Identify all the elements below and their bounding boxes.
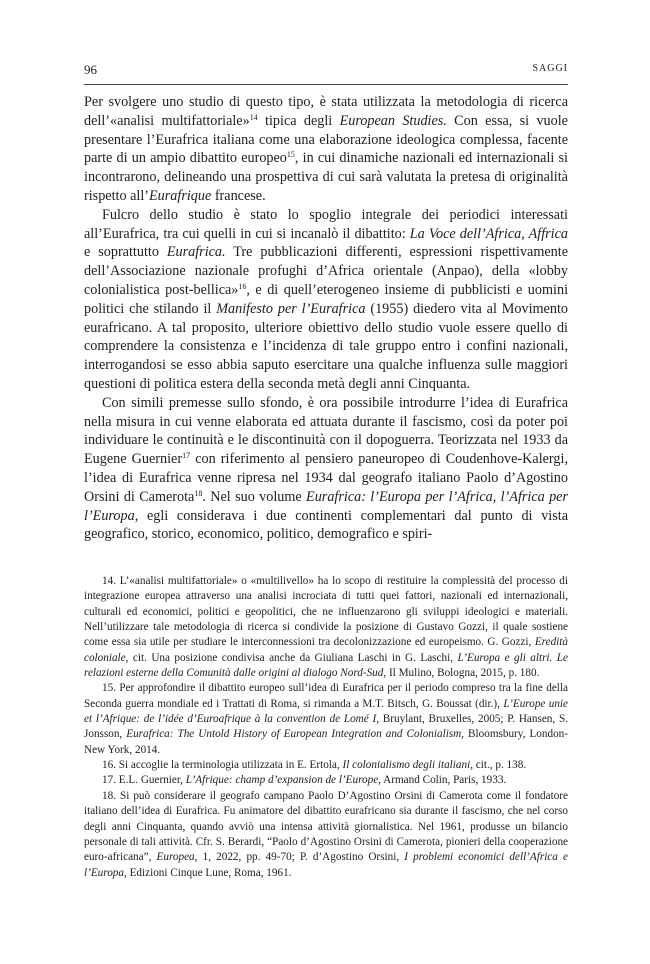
text-run: 18. Si può considerare il geografo campano Paolo D’Agostino Orsini di Camerota come il fondatore italiano dell’idea di Eurafrica. Fu animatore del dibattito eurafricano sia durante il fascismo, che nel corso degli anni Cinquanta, quando avviò una intensa attività giornalistica. Nel 1961, produsse un bilancio personale di tali attività. Cfr. S. Berardi, “Paolo d’Agostino Orsini di Camerota, pionieri della cooperazione euro-africana”, — [84, 789, 568, 864]
body-paragraph — [84, 206, 568, 394]
text-run: , 1, 2022, pp. 49-70; P. d’Agostino Orsini, — [194, 851, 405, 864]
italic-text: Europea — [156, 851, 195, 864]
text-run: Tre pubblicazioni differenti, espressioni rispettivamente dell’Associazione nazionale profughi d’Africa orientale (Anpao), della «lobby colonialistica post-bellica» — [84, 244, 568, 298]
footnote-ref: 14 — [249, 112, 258, 122]
footnote-16 — [84, 758, 568, 773]
text-run: 14. L’«analisi multifattoriale» o «multilivello» ha lo scopo di restituire la complessità del processo di integrazione europea attraverso una analisi incrociata di tutti quei fattori, nazionali ed internazionali, culturali ed economici, politici e geopolitici, che ne influenzarono gli sviluppi ideologici e materiali. Nell’utilizzare tale metodologia di ricerca si condivide la posizione di Gustavo Gozzi, il quale sostiene come essa sia utile per studiare le interconnessioni tra decolonizzazione ed europeismo. G. Gozzi, — [84, 575, 568, 649]
footnotes — [84, 574, 568, 881]
italic-text: La Voce dell’Africa, Affrica — [409, 225, 569, 242]
text-run: , Il Mulino, Bologna, 2015, p. 180. — [383, 667, 540, 680]
italic-text: I problemi economici dell’Africa e l’Europa — [84, 851, 568, 879]
italic-text: Eredità coloniale — [84, 636, 568, 664]
footnote-18 — [84, 789, 568, 881]
page-number: 96 — [84, 62, 97, 77]
italic-text: European Studies. — [339, 112, 447, 129]
text-run: , Armand Colin, Paris, 1933. — [378, 774, 507, 787]
italic-text: Eurafrica: The Untold History of European Integration and Colonialism — [126, 728, 462, 741]
text-run: , e di quell’eterogeneo insieme di pubblicisti e uomini politici che stilando il — [84, 281, 569, 317]
italic-text: L’Europe unie et l’Afrique: de l’idée d’Euroafrique à la convention de Lomé I — [84, 697, 569, 726]
italic-text: L’Afrique: champ d’expansion de l’Europe — [185, 774, 379, 787]
text-run: (1955) diedero vita al Movimento eurafricano. A tal proposito, ulteriore obiettivo dello studio vuole essere quello di comprendere la consistenza e l’incidenza di tale gruppo entro i confini nazionali, interrogandosi se esso abbia saputo esercitare una qualche influenza sulle maggiori questioni di politica estera della seconda metà degli anni Cinquanta. — [84, 300, 568, 392]
footnote-ref: 15 — [286, 150, 295, 160]
body-paragraph — [84, 93, 568, 206]
footnote-14 — [84, 574, 568, 681]
text-run: , cit., p. 138. — [470, 759, 527, 772]
text-run: , egli considerava i due continenti complementari dal punto di vista geografico, storico, economico, politico, demografico e spiri- — [84, 507, 568, 543]
text-run: e soprattutto — [84, 244, 167, 261]
text-run: 16. Si accoglie la terminologia utilizzata in E. Ertola, — [102, 759, 343, 772]
footnote-ref: 17 — [182, 451, 191, 461]
italic-text: Eurafrica: l’Europa per l’Africa, l’Africa per l’Europa — [84, 488, 569, 524]
text-run: 17. E.L. Guernier, — [102, 774, 186, 787]
italic-text: L’Europa e gli altri. Le relazioni esterne della Comunità dalle origini al dialogo Nord-Sud — [84, 651, 568, 680]
italic-text: Eurafrica. — [166, 244, 226, 261]
running-head: SAGGI — [532, 63, 568, 74]
header-rule — [84, 84, 568, 85]
text-run: con riferimento al pensiero paneuropeo di Coudenhove-Kalergi, l’idea di Eurafrica venne ripresa nel 1934 dal geografo italiano Paolo d’Agostino Orsini di Camerota — [84, 451, 568, 505]
body-paragraph — [84, 394, 568, 544]
text-run: Con simili premesse sullo sfondo, è ora possibile introdurre l’idea di Eurafrica nella misura in cui venne elaborata ed attuata durante il fascismo, così da poter poi individuare le continuità e le discontinuità con il dopoguerra. Teorizzata nel 1933 da Eugene Guernier — [84, 394, 568, 468]
main-text — [84, 93, 568, 544]
italic-text: Eurafrique — [149, 187, 212, 204]
text-run: , Edizioni Cinque Lune, Roma, 1961. — [123, 866, 292, 879]
text-run: , Bruylant, Bruxelles, 2005; P. Hansen, S. Jonsson, — [84, 713, 568, 741]
page-header — [84, 62, 568, 80]
footnote-17 — [84, 773, 568, 788]
text-run: 15. Per approfondire il dibattito europeo sull’idea di Eurafrica per il periodo compreso tra la fine della Seconda guerra mondiale ed i Trattati di Roma, si rimanda a M.T. Bitsch, G. Boussat (dir.), — [84, 682, 568, 710]
text-run: , cit. Una posizione condivisa anche da Giuliana Laschi in G. Laschi, — [125, 651, 458, 664]
footnote-ref: 18 — [194, 488, 203, 498]
text-run: tipica degli — [257, 112, 340, 129]
footnote-15 — [84, 681, 568, 758]
text-run: , in cui dinamiche nazionali ed internazionali si incontrarono, delineando una prospettiva di cui sarà valutata la pretesa di originalità rispetto all’ — [84, 150, 568, 204]
text-run: . Nel suo volume — [202, 488, 307, 505]
italic-text: Manifesto per l’Eurafrica — [216, 300, 366, 317]
text-run: francese. — [211, 187, 266, 204]
text-run: Per svolgere uno studio di questo tipo, è stata utilizzata la metodologia di ricerca dell’«analisi multifattoriale» — [84, 94, 568, 129]
text-run: Con essa, si vuole presentare l’Eurafrica italiana come una elaborazione ideologica complessa, facente parte di un ampio dibattito europeo — [84, 112, 568, 167]
italic-text: Il colonialismo degli italiani — [342, 759, 471, 772]
text-run: Fulcro dello studio è stato lo spoglio integrale dei periodici interessati all’Eurafrica, tra cui quelli in cui si incanalò il dibattito: — [84, 206, 568, 242]
text-run: , Bloomsbury, London-New York, 2014. — [84, 728, 568, 756]
footnote-ref: 16 — [238, 281, 247, 291]
